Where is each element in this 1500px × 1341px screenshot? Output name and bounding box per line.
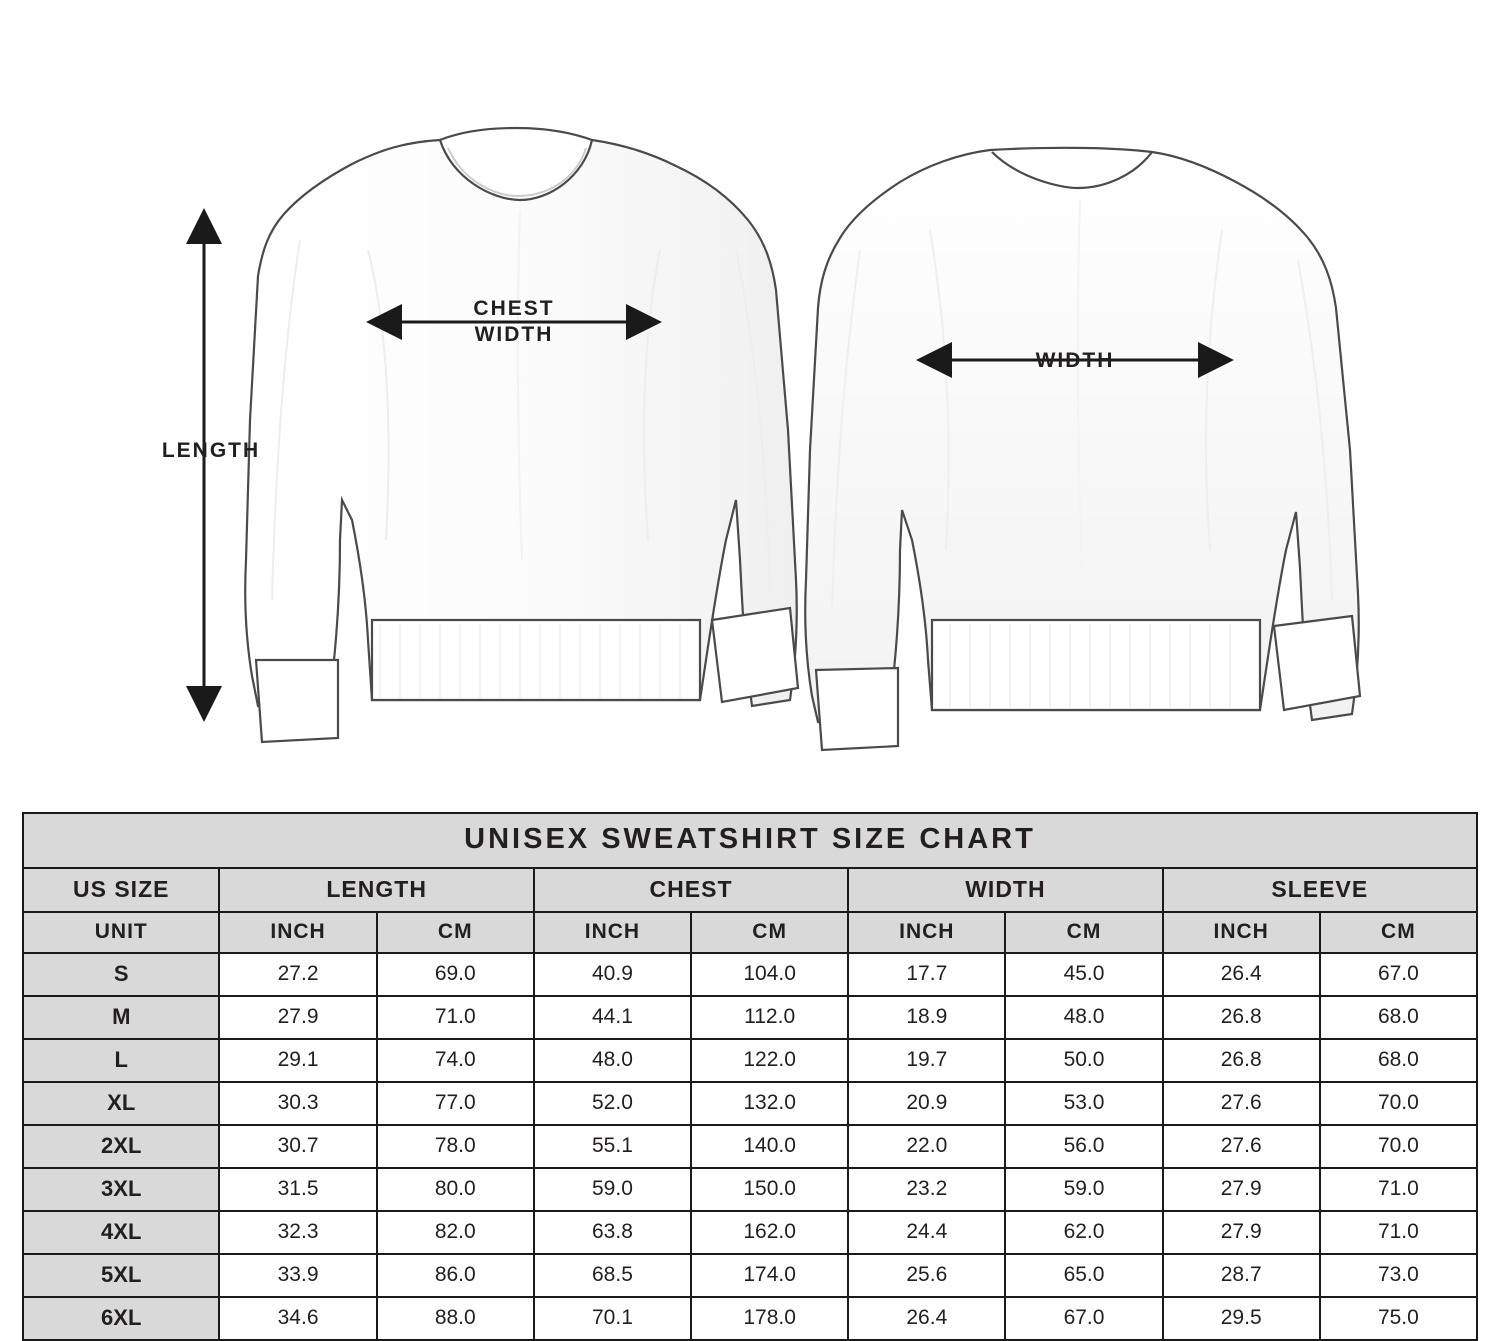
chest-label-line1: CHEST bbox=[473, 297, 555, 320]
sweatshirt-front-graphic bbox=[245, 128, 798, 742]
sweatshirt-back-graphic bbox=[805, 148, 1360, 750]
chart-title: UNISEX SWEATSHIRT SIZE CHART bbox=[23, 813, 1477, 868]
header-sleeve-inch: INCH bbox=[1163, 912, 1320, 953]
cell-width-cm: 53.0 bbox=[1005, 1082, 1162, 1125]
cell-length-inch: 30.3 bbox=[219, 1082, 376, 1125]
chest-label-line2: WIDTH bbox=[474, 323, 554, 347]
cell-width-inch: 18.9 bbox=[848, 996, 1005, 1039]
row-size: 5XL bbox=[23, 1254, 219, 1297]
cell-chest-inch: 68.5 bbox=[534, 1254, 691, 1297]
table-row bbox=[23, 953, 1477, 996]
chart-title-row bbox=[23, 813, 1477, 868]
row-size: L bbox=[23, 1039, 219, 1082]
cell-length-cm: 74.0 bbox=[377, 1039, 534, 1082]
cell-length-cm: 82.0 bbox=[377, 1211, 534, 1254]
header-sleeve-cm: CM bbox=[1320, 912, 1477, 953]
cell-length-inch: 32.3 bbox=[219, 1211, 376, 1254]
size-chart-container bbox=[22, 812, 1478, 1341]
header-unit: UNIT bbox=[23, 912, 219, 953]
cell-chest-inch: 70.1 bbox=[534, 1297, 691, 1340]
header-width: WIDTH bbox=[848, 868, 1162, 912]
cell-chest-cm: 132.0 bbox=[691, 1082, 848, 1125]
cell-width-cm: 56.0 bbox=[1005, 1125, 1162, 1168]
table-row bbox=[23, 1039, 1477, 1082]
cell-length-inch: 27.2 bbox=[219, 953, 376, 996]
cell-width-cm: 65.0 bbox=[1005, 1254, 1162, 1297]
cell-sleeve-cm: 71.0 bbox=[1320, 1211, 1477, 1254]
table-row bbox=[23, 1297, 1477, 1340]
header-chest-inch: INCH bbox=[534, 912, 691, 953]
cell-length-cm: 77.0 bbox=[377, 1082, 534, 1125]
header-width-cm: CM bbox=[1005, 912, 1162, 953]
cell-chest-inch: 55.1 bbox=[534, 1125, 691, 1168]
header-length-cm: CM bbox=[377, 912, 534, 953]
cell-chest-inch: 59.0 bbox=[534, 1168, 691, 1211]
table-row bbox=[23, 1168, 1477, 1211]
cell-chest-cm: 174.0 bbox=[691, 1254, 848, 1297]
chest-width-dimension-label bbox=[440, 296, 588, 349]
cell-sleeve-inch: 28.7 bbox=[1163, 1254, 1320, 1297]
header-length-inch: INCH bbox=[219, 912, 376, 953]
header-chest-cm: CM bbox=[691, 912, 848, 953]
cell-sleeve-cm: 68.0 bbox=[1320, 1039, 1477, 1082]
table-row bbox=[23, 1254, 1477, 1297]
cell-chest-cm: 112.0 bbox=[691, 996, 848, 1039]
row-size: S bbox=[23, 953, 219, 996]
header-us-size: US SIZE bbox=[23, 868, 219, 912]
cell-sleeve-cm: 70.0 bbox=[1320, 1125, 1477, 1168]
header-chest: CHEST bbox=[534, 868, 848, 912]
cell-chest-cm: 150.0 bbox=[691, 1168, 848, 1211]
cell-sleeve-inch: 26.8 bbox=[1163, 996, 1320, 1039]
cell-width-inch: 20.9 bbox=[848, 1082, 1005, 1125]
cell-length-cm: 78.0 bbox=[377, 1125, 534, 1168]
cell-length-cm: 69.0 bbox=[377, 953, 534, 996]
cell-chest-cm: 104.0 bbox=[691, 953, 848, 996]
cell-width-cm: 62.0 bbox=[1005, 1211, 1162, 1254]
cell-chest-inch: 63.8 bbox=[534, 1211, 691, 1254]
cell-sleeve-cm: 68.0 bbox=[1320, 996, 1477, 1039]
cell-sleeve-cm: 67.0 bbox=[1320, 953, 1477, 996]
cell-length-inch: 30.7 bbox=[219, 1125, 376, 1168]
cell-length-inch: 29.1 bbox=[219, 1039, 376, 1082]
cell-width-inch: 25.6 bbox=[848, 1254, 1005, 1297]
cell-width-inch: 22.0 bbox=[848, 1125, 1005, 1168]
cell-sleeve-cm: 73.0 bbox=[1320, 1254, 1477, 1297]
cell-sleeve-inch: 26.4 bbox=[1163, 953, 1320, 996]
cell-width-cm: 45.0 bbox=[1005, 953, 1162, 996]
cell-length-inch: 27.9 bbox=[219, 996, 376, 1039]
unit-header-row bbox=[23, 912, 1477, 953]
row-size: 6XL bbox=[23, 1297, 219, 1340]
cell-sleeve-inch: 27.9 bbox=[1163, 1168, 1320, 1211]
cell-chest-cm: 178.0 bbox=[691, 1297, 848, 1340]
cell-chest-cm: 122.0 bbox=[691, 1039, 848, 1082]
cell-sleeve-cm: 75.0 bbox=[1320, 1297, 1477, 1340]
cell-width-cm: 50.0 bbox=[1005, 1039, 1162, 1082]
header-sleeve: SLEEVE bbox=[1163, 868, 1477, 912]
row-size: M bbox=[23, 996, 219, 1039]
cell-length-inch: 33.9 bbox=[219, 1254, 376, 1297]
cell-length-cm: 86.0 bbox=[377, 1254, 534, 1297]
cell-sleeve-inch: 27.9 bbox=[1163, 1211, 1320, 1254]
table-row bbox=[23, 996, 1477, 1039]
cell-chest-inch: 52.0 bbox=[534, 1082, 691, 1125]
cell-sleeve-cm: 71.0 bbox=[1320, 1168, 1477, 1211]
cell-width-cm: 67.0 bbox=[1005, 1297, 1162, 1340]
cell-width-inch: 19.7 bbox=[848, 1039, 1005, 1082]
table-row bbox=[23, 1125, 1477, 1168]
cell-length-cm: 88.0 bbox=[377, 1297, 534, 1340]
cell-chest-cm: 140.0 bbox=[691, 1125, 848, 1168]
header-length: LENGTH bbox=[219, 868, 533, 912]
group-header-row bbox=[23, 868, 1477, 912]
cell-sleeve-inch: 27.6 bbox=[1163, 1125, 1320, 1168]
header-width-inch: INCH bbox=[848, 912, 1005, 953]
row-size: XL bbox=[23, 1082, 219, 1125]
cell-chest-inch: 44.1 bbox=[534, 996, 691, 1039]
table-row bbox=[23, 1211, 1477, 1254]
cell-sleeve-inch: 26.8 bbox=[1163, 1039, 1320, 1082]
cell-length-cm: 71.0 bbox=[377, 996, 534, 1039]
cell-width-inch: 17.7 bbox=[848, 953, 1005, 996]
cell-width-cm: 59.0 bbox=[1005, 1168, 1162, 1211]
cell-width-inch: 26.4 bbox=[848, 1297, 1005, 1340]
cell-sleeve-inch: 27.6 bbox=[1163, 1082, 1320, 1125]
width-dimension-label: WIDTH bbox=[1035, 349, 1115, 372]
cell-length-inch: 34.6 bbox=[219, 1297, 376, 1340]
cell-length-inch: 31.5 bbox=[219, 1168, 376, 1211]
cell-width-cm: 48.0 bbox=[1005, 996, 1162, 1039]
cell-sleeve-inch: 29.5 bbox=[1163, 1297, 1320, 1340]
cell-chest-inch: 40.9 bbox=[534, 953, 691, 996]
row-size: 4XL bbox=[23, 1211, 219, 1254]
cell-length-cm: 80.0 bbox=[377, 1168, 534, 1211]
cell-width-inch: 23.2 bbox=[848, 1168, 1005, 1211]
cell-chest-cm: 162.0 bbox=[691, 1211, 848, 1254]
table-row bbox=[23, 1082, 1477, 1125]
length-dimension-label: LENGTH bbox=[161, 439, 261, 462]
cell-sleeve-cm: 70.0 bbox=[1320, 1082, 1477, 1125]
cell-width-inch: 24.4 bbox=[848, 1211, 1005, 1254]
size-chart-table bbox=[22, 812, 1478, 1341]
row-size: 3XL bbox=[23, 1168, 219, 1211]
cell-chest-inch: 48.0 bbox=[534, 1039, 691, 1082]
row-size: 2XL bbox=[23, 1125, 219, 1168]
